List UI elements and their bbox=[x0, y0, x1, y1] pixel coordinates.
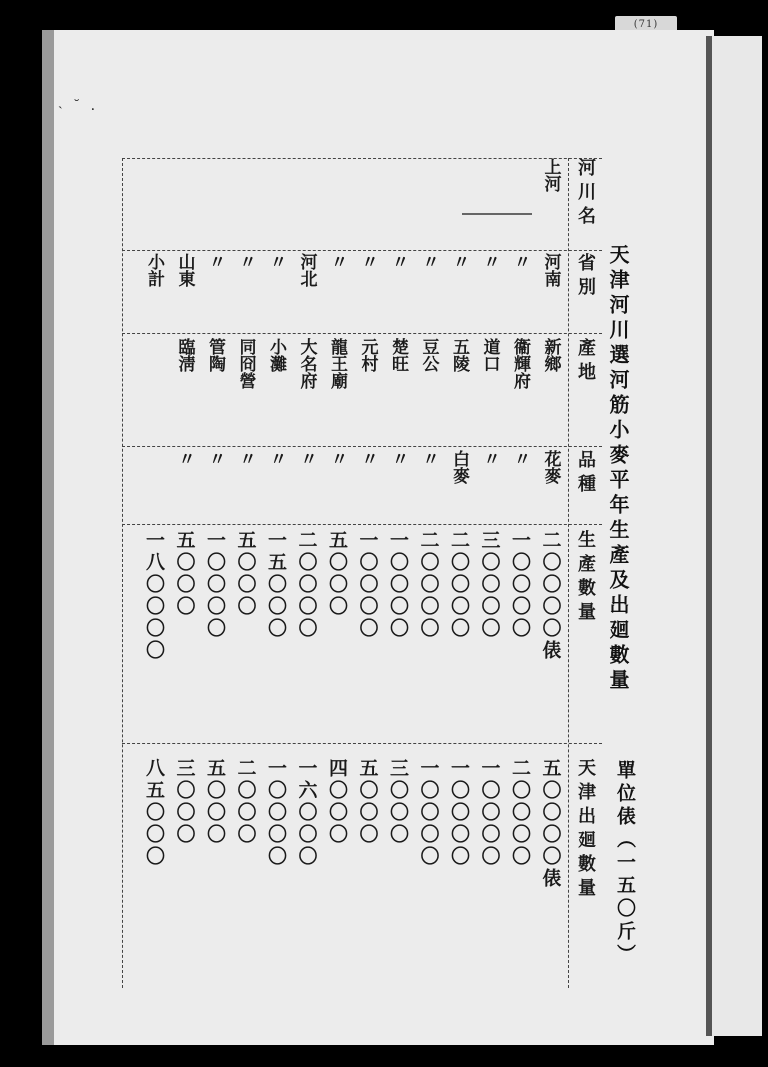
table-cell-shipment bbox=[536, 758, 566, 958]
table-cell-province bbox=[322, 253, 352, 328]
table-cell-variety bbox=[536, 450, 566, 520]
subtotal-shipment-text: 八五〇〇〇 bbox=[143, 758, 165, 868]
table-cell-shipment bbox=[475, 758, 505, 958]
table-cell-province-text: 〃 bbox=[327, 253, 347, 270]
table-cell-production bbox=[353, 530, 383, 725]
table-cell-production bbox=[292, 530, 322, 725]
table-cell-production bbox=[231, 530, 261, 725]
table-cell-river bbox=[444, 158, 474, 248]
table-cell-origin bbox=[322, 338, 352, 443]
table-cell-province-text: 〃 bbox=[418, 253, 439, 270]
table-rule bbox=[122, 524, 602, 525]
table-cell-origin bbox=[231, 338, 261, 443]
header-variety-text: 品種 bbox=[575, 450, 596, 498]
table-cell-origin-text: 楚旺 bbox=[388, 338, 408, 372]
table-cell-river bbox=[536, 158, 566, 248]
table-rule bbox=[122, 158, 123, 988]
table-cell-province-text: 河北 bbox=[296, 253, 317, 287]
table-cell-shipment bbox=[505, 758, 535, 958]
table-rule bbox=[568, 158, 569, 988]
table-cell-river bbox=[292, 158, 322, 248]
table-cell-variety-text: 〃 bbox=[357, 450, 378, 467]
table-cell-origin-text: 龍王廟 bbox=[327, 338, 347, 389]
table-cell-province-text: 〃 bbox=[449, 253, 469, 270]
table-cell-shipment-text: 一〇〇〇〇 bbox=[265, 758, 287, 868]
table-cell-river bbox=[353, 158, 383, 248]
table-cell-shipment-text: 五〇〇〇〇俵 bbox=[539, 758, 562, 890]
table-cell-province-text: 〃 bbox=[235, 253, 256, 270]
table-cell-variety-text: 〃 bbox=[418, 450, 439, 467]
table-cell-origin bbox=[261, 338, 291, 443]
table-cell-river bbox=[383, 158, 413, 248]
table-cell-shipment bbox=[414, 758, 444, 958]
table-cell-origin-text: 豆公 bbox=[418, 338, 439, 372]
table-cell-shipment bbox=[292, 758, 322, 958]
table-cell-province-text: 〃 bbox=[266, 253, 286, 270]
table-cell-origin bbox=[170, 338, 200, 443]
table-cell-variety bbox=[444, 450, 474, 520]
table-cell-origin bbox=[200, 338, 230, 443]
table-cell-variety-text: 白麥 bbox=[449, 450, 469, 484]
table-cell-origin bbox=[475, 338, 505, 443]
header-province bbox=[570, 253, 600, 328]
table-cell-origin-text: 臨淸 bbox=[174, 338, 195, 372]
table-cell-production bbox=[414, 530, 444, 725]
table-cell-origin-text: 大名府 bbox=[296, 338, 317, 389]
table-cell-variety bbox=[261, 450, 291, 520]
table-cell-production bbox=[505, 530, 535, 725]
subtotal-production bbox=[139, 530, 169, 725]
table-cell-variety-text: 〃 bbox=[296, 450, 317, 467]
table-cell-shipment bbox=[170, 758, 200, 958]
table-cell-province bbox=[475, 253, 505, 328]
table-cell-production-text: 二〇〇〇〇 bbox=[448, 530, 470, 640]
header-province-text: 省別 bbox=[575, 253, 596, 301]
header-river bbox=[570, 158, 600, 248]
table-cell-shipment-text: 一〇〇〇〇 bbox=[417, 758, 440, 868]
table-cell-origin-text: 新鄉 bbox=[540, 338, 561, 372]
table-cell-origin-text: 元村 bbox=[357, 338, 378, 372]
table-cell-variety-text: 〃 bbox=[235, 450, 256, 467]
page-tab: (71) bbox=[615, 16, 677, 34]
table-cell-shipment bbox=[200, 758, 230, 958]
table-cell-province bbox=[414, 253, 444, 328]
table-cell-province bbox=[292, 253, 322, 328]
table-cell-shipment-text: 二〇〇〇〇 bbox=[509, 758, 531, 868]
unit-note: 單位俵（一五〇斤） bbox=[614, 760, 636, 967]
header-river-text: 河川名 bbox=[575, 158, 596, 230]
table-cell-shipment bbox=[322, 758, 352, 958]
data-table bbox=[122, 158, 602, 988]
table-cell-production bbox=[383, 530, 413, 725]
table-rule bbox=[122, 333, 602, 334]
table-cell-province-text: 〃 bbox=[205, 253, 225, 270]
table-cell-variety bbox=[292, 450, 322, 520]
table-cell-province bbox=[261, 253, 291, 328]
table-cell-province bbox=[231, 253, 261, 328]
table-cell-variety bbox=[505, 450, 535, 520]
table-cell-province bbox=[353, 253, 383, 328]
table-cell-origin-text: 道口 bbox=[479, 338, 500, 372]
table-cell-production bbox=[322, 530, 352, 725]
table-cell-variety bbox=[475, 450, 505, 520]
table-cell-production-text: 一〇〇〇〇 bbox=[387, 530, 409, 640]
table-cell-shipment-text: 五〇〇〇 bbox=[356, 758, 379, 846]
table-cell-origin-text: 同冏營 bbox=[235, 338, 256, 389]
table-cell-origin bbox=[444, 338, 474, 443]
table-cell-province bbox=[170, 253, 200, 328]
table-cell-origin-text: 小灘 bbox=[266, 338, 286, 372]
table-cell-production-text: 五〇〇〇 bbox=[234, 530, 257, 618]
table-cell-production-text: 二〇〇〇〇 bbox=[417, 530, 440, 640]
next-page-edge bbox=[706, 36, 762, 1036]
table-cell-river bbox=[200, 158, 230, 248]
header-shipment bbox=[570, 758, 600, 958]
table-cell-production-text: 二〇〇〇〇 bbox=[295, 530, 318, 640]
header-variety bbox=[570, 450, 600, 520]
table-cell-province-text: 〃 bbox=[479, 253, 500, 270]
table-cell-province bbox=[505, 253, 535, 328]
table-cell-river bbox=[261, 158, 291, 248]
table-cell-variety bbox=[200, 450, 230, 520]
subtotal-label bbox=[139, 253, 169, 328]
table-cell-variety bbox=[231, 450, 261, 520]
table-cell-variety-text: 〃 bbox=[205, 450, 225, 467]
table-cell-variety bbox=[322, 450, 352, 520]
table-cell-origin-text: 管陶 bbox=[205, 338, 225, 372]
table-cell-river bbox=[505, 158, 535, 248]
table-cell-origin bbox=[505, 338, 535, 443]
table-cell-origin bbox=[353, 338, 383, 443]
header-origin bbox=[570, 338, 600, 443]
header-production-text: 生產數量 bbox=[575, 530, 596, 626]
table-cell-river bbox=[231, 158, 261, 248]
header-production bbox=[570, 530, 600, 725]
table-cell-production-text: 一〇〇〇〇 bbox=[356, 530, 379, 640]
table-cell-shipment-text: 三〇〇〇 bbox=[387, 758, 409, 846]
table-cell-province bbox=[383, 253, 413, 328]
table-cell-production-text: 一五〇〇〇 bbox=[265, 530, 287, 640]
table-cell-production bbox=[475, 530, 505, 725]
table-cell-variety-text: 〃 bbox=[266, 450, 286, 467]
table-cell-province bbox=[536, 253, 566, 328]
subtotal-label-text: 小計 bbox=[144, 253, 164, 287]
table-cell-variety-text: 〃 bbox=[510, 450, 530, 467]
table-title: 天津河川選河筋小麥平年生產及出廻數量 bbox=[606, 244, 630, 694]
table-cell-variety bbox=[414, 450, 444, 520]
table-cell-river bbox=[170, 158, 200, 248]
table-cell-province bbox=[200, 253, 230, 328]
table-cell-production-text: 五〇〇〇 bbox=[173, 530, 196, 618]
table-cell-origin-text: 五陵 bbox=[449, 338, 469, 372]
table-cell-variety bbox=[353, 450, 383, 520]
table-cell-variety-text: 花麥 bbox=[540, 450, 561, 484]
table-cell-shipment-text: 一〇〇〇〇 bbox=[478, 758, 501, 868]
table-cell-river-text: 上河 bbox=[540, 158, 561, 192]
table-cell-production bbox=[261, 530, 291, 725]
table-cell-province-text: 〃 bbox=[357, 253, 378, 270]
table-cell-river bbox=[475, 158, 505, 248]
table-cell-origin bbox=[536, 338, 566, 443]
table-cell-shipment bbox=[444, 758, 474, 958]
table-cell-production-text: 三〇〇〇〇 bbox=[478, 530, 501, 640]
table-cell-shipment-text: 一六〇〇〇 bbox=[295, 758, 318, 868]
table-cell-origin-text: 衞輝府 bbox=[510, 338, 530, 389]
table-cell-shipment-text: 三〇〇〇 bbox=[173, 758, 196, 846]
table-cell-production-text: 一〇〇〇〇 bbox=[509, 530, 531, 640]
table-rule bbox=[122, 250, 602, 251]
table-cell-variety bbox=[170, 450, 200, 520]
table-cell-province-text: 河南 bbox=[540, 253, 561, 287]
table-cell-shipment bbox=[353, 758, 383, 958]
table-cell-river bbox=[414, 158, 444, 248]
table-rule bbox=[122, 743, 602, 744]
table-cell-shipment-text: 一〇〇〇〇 bbox=[448, 758, 470, 868]
table-cell-shipment bbox=[383, 758, 413, 958]
subtotal-production-text: 一八〇〇〇〇 bbox=[143, 530, 165, 662]
table-cell-river bbox=[322, 158, 352, 248]
table-cell-province-text: 山東 bbox=[174, 253, 195, 287]
table-cell-origin bbox=[414, 338, 444, 443]
table-cell-production bbox=[170, 530, 200, 725]
scan-specks: ˴ ˘ . bbox=[58, 98, 99, 114]
subtotal-shipment bbox=[139, 758, 169, 958]
table-cell-production bbox=[444, 530, 474, 725]
table-cell-production-text: 二〇〇〇〇俵 bbox=[539, 530, 562, 662]
table-cell-origin bbox=[383, 338, 413, 443]
table-cell-province bbox=[444, 253, 474, 328]
table-cell-shipment bbox=[231, 758, 261, 958]
header-origin-text: 產地 bbox=[575, 338, 596, 386]
table-rule bbox=[122, 446, 602, 447]
table-cell-variety-text: 〃 bbox=[174, 450, 195, 467]
table-cell-shipment-text: 二〇〇〇 bbox=[234, 758, 257, 846]
table-cell-province-text: 〃 bbox=[510, 253, 530, 270]
table-cell-production bbox=[536, 530, 566, 725]
table-cell-origin bbox=[292, 338, 322, 443]
table-cell-variety bbox=[383, 450, 413, 520]
table-cell-production-text: 五〇〇〇 bbox=[326, 530, 348, 618]
table-cell-variety-text: 〃 bbox=[388, 450, 408, 467]
table-cell-variety-text: 〃 bbox=[327, 450, 347, 467]
table-cell-shipment-text: 四〇〇〇 bbox=[326, 758, 348, 846]
table-cell-province-text: 〃 bbox=[388, 253, 408, 270]
table-cell-production bbox=[200, 530, 230, 725]
table-cell-variety-text: 〃 bbox=[479, 450, 500, 467]
table-cell-shipment-text: 五〇〇〇 bbox=[204, 758, 226, 846]
table-cell-production-text: 一〇〇〇〇 bbox=[204, 530, 226, 640]
header-shipment-text: 天津出廻數量 bbox=[575, 758, 596, 902]
table-cell-shipment bbox=[261, 758, 291, 958]
